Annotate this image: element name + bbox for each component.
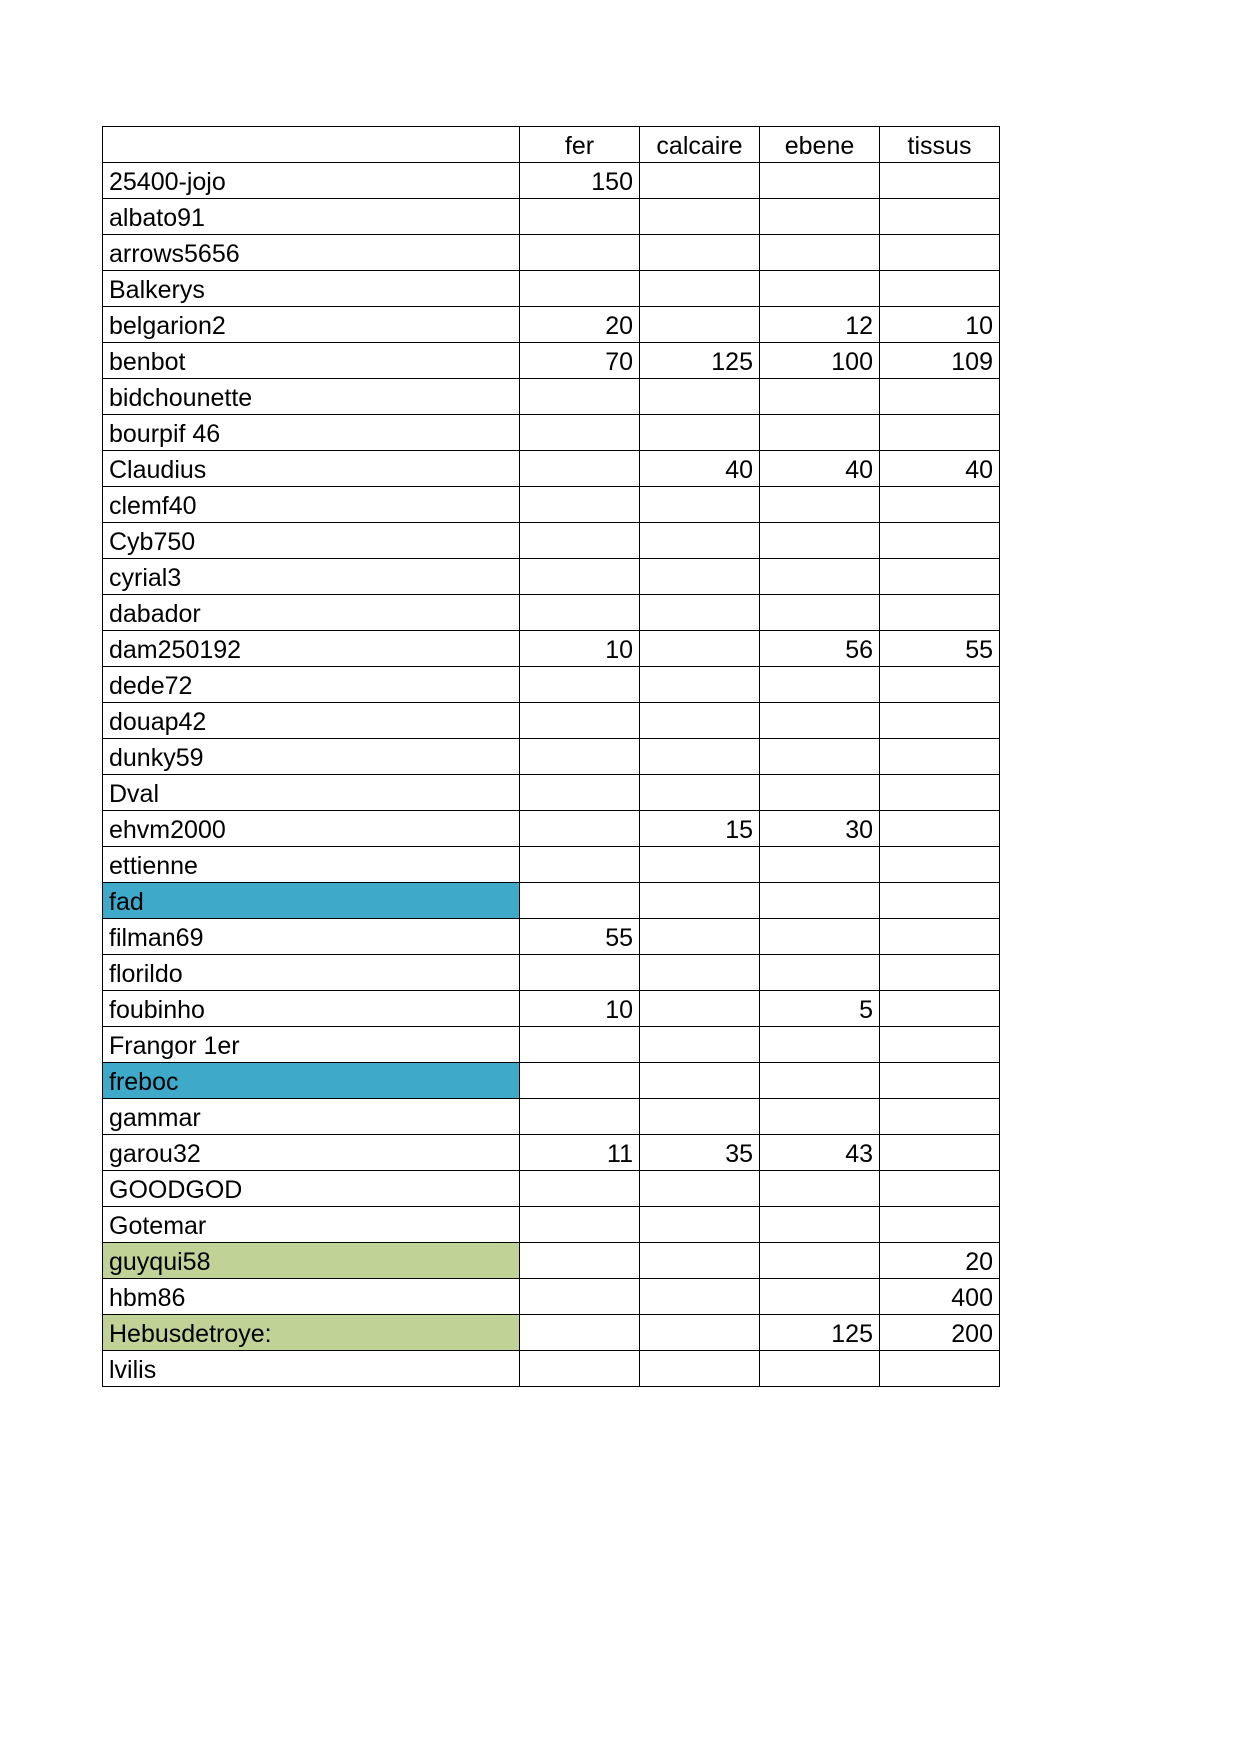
cell-fer[interactable] [520, 235, 640, 271]
cell-member-name[interactable]: Hebusdetroye: [103, 1315, 520, 1351]
cell-calcaire[interactable] [640, 1243, 760, 1279]
cell-tissus[interactable] [880, 739, 1000, 775]
table-row [103, 1207, 1000, 1243]
cell-member-name[interactable]: garou32 [103, 1135, 520, 1171]
table-row [103, 847, 1000, 883]
cell-tissus[interactable] [880, 1063, 1000, 1099]
cell-fer[interactable]: 150 [520, 163, 640, 199]
table-row [103, 919, 1000, 955]
table-row [103, 487, 1000, 523]
cell-tissus[interactable] [880, 235, 1000, 271]
cell-member-name[interactable]: Gotemar [103, 1207, 520, 1243]
cell-ebene[interactable] [760, 775, 880, 811]
cell-ebene[interactable]: 40 [760, 451, 880, 487]
cell-calcaire[interactable] [640, 991, 760, 1027]
column-header-name [103, 127, 520, 163]
cell-fer[interactable]: 10 [520, 631, 640, 667]
cell-ebene[interactable]: 56 [760, 631, 880, 667]
cell-calcaire[interactable] [640, 1279, 760, 1315]
table-row [103, 703, 1000, 739]
cell-member-name[interactable]: guyqui58 [103, 1243, 520, 1279]
cell-fer[interactable] [520, 811, 640, 847]
cell-calcaire[interactable] [640, 1099, 760, 1135]
cell-tissus[interactable] [880, 379, 1000, 415]
table-header [103, 127, 1000, 163]
cell-ebene[interactable] [760, 163, 880, 199]
cell-fer[interactable] [520, 379, 640, 415]
cell-fer[interactable] [520, 847, 640, 883]
cell-calcaire[interactable] [640, 307, 760, 343]
resources-table [102, 126, 1000, 1387]
cell-tissus[interactable]: 10 [880, 307, 1000, 343]
cell-tissus[interactable] [880, 595, 1000, 631]
cell-tissus[interactable] [880, 955, 1000, 991]
cell-ebene[interactable] [760, 559, 880, 595]
table-row [103, 631, 1000, 667]
cell-calcaire[interactable] [640, 703, 760, 739]
cell-tissus[interactable]: 40 [880, 451, 1000, 487]
cell-tissus[interactable] [880, 1351, 1000, 1387]
cell-member-name[interactable]: clemf40 [103, 487, 520, 523]
cell-tissus[interactable] [880, 1135, 1000, 1171]
cell-calcaire[interactable]: 15 [640, 811, 760, 847]
cell-fer[interactable]: 20 [520, 307, 640, 343]
cell-member-name[interactable]: bourpif 46 [103, 415, 520, 451]
cell-member-name[interactable]: belgarion2 [103, 307, 520, 343]
cell-tissus[interactable] [880, 163, 1000, 199]
cell-ebene[interactable] [760, 271, 880, 307]
cell-member-name[interactable]: 25400-jojo [103, 163, 520, 199]
cell-fer[interactable] [520, 775, 640, 811]
cell-member-name[interactable]: ehvm2000 [103, 811, 520, 847]
table-row [103, 1315, 1000, 1351]
cell-ebene[interactable] [760, 1063, 880, 1099]
cell-fer[interactable] [520, 1315, 640, 1351]
table-row [103, 991, 1000, 1027]
cell-tissus[interactable]: 109 [880, 343, 1000, 379]
cell-ebene[interactable] [760, 739, 880, 775]
cell-fer[interactable] [520, 199, 640, 235]
table-row [103, 307, 1000, 343]
cell-ebene[interactable]: 125 [760, 1315, 880, 1351]
cell-fer[interactable] [520, 415, 640, 451]
cell-fer[interactable] [520, 739, 640, 775]
cell-member-name[interactable]: ettienne [103, 847, 520, 883]
cell-fer[interactable]: 11 [520, 1135, 640, 1171]
cell-ebene[interactable] [760, 955, 880, 991]
cell-member-name[interactable]: dede72 [103, 667, 520, 703]
cell-ebene[interactable] [760, 199, 880, 235]
cell-tissus[interactable]: 400 [880, 1279, 1000, 1315]
cell-ebene[interactable] [760, 1351, 880, 1387]
cell-ebene[interactable] [760, 667, 880, 703]
cell-tissus[interactable]: 20 [880, 1243, 1000, 1279]
table-row [103, 415, 1000, 451]
cell-calcaire[interactable] [640, 487, 760, 523]
table-row [103, 343, 1000, 379]
table-row [103, 163, 1000, 199]
cell-tissus[interactable] [880, 487, 1000, 523]
cell-calcaire[interactable] [640, 739, 760, 775]
cell-ebene[interactable] [760, 595, 880, 631]
cell-ebene[interactable] [760, 1207, 880, 1243]
column-header-tissus: tissus [880, 127, 1000, 163]
table-row [103, 667, 1000, 703]
cell-fer[interactable] [520, 523, 640, 559]
cell-fer[interactable] [520, 1243, 640, 1279]
table-row [103, 1243, 1000, 1279]
cell-member-name[interactable]: arrows5656 [103, 235, 520, 271]
cell-fer[interactable] [520, 1063, 640, 1099]
cell-calcaire[interactable] [640, 235, 760, 271]
cell-member-name[interactable]: lvilis [103, 1351, 520, 1387]
cell-member-name[interactable]: florildo [103, 955, 520, 991]
cell-calcaire[interactable] [640, 559, 760, 595]
cell-fer[interactable] [520, 1279, 640, 1315]
table-row [103, 595, 1000, 631]
column-header-fer: fer [520, 127, 640, 163]
cell-member-name[interactable]: gammar [103, 1099, 520, 1135]
column-header-ebene: ebene [760, 127, 880, 163]
cell-member-name[interactable]: Frangor 1er [103, 1027, 520, 1063]
table-body [103, 163, 1000, 1387]
cell-ebene[interactable]: 30 [760, 811, 880, 847]
cell-calcaire[interactable] [640, 955, 760, 991]
cell-ebene[interactable] [760, 703, 880, 739]
cell-tissus[interactable] [880, 775, 1000, 811]
cell-calcaire[interactable] [640, 271, 760, 307]
table-row [103, 775, 1000, 811]
cell-fer[interactable] [520, 451, 640, 487]
cell-member-name[interactable]: benbot [103, 343, 520, 379]
cell-fer[interactable] [520, 667, 640, 703]
cell-fer[interactable]: 70 [520, 343, 640, 379]
table-row [103, 1027, 1000, 1063]
cell-calcaire[interactable]: 125 [640, 343, 760, 379]
cell-member-name[interactable]: dabador [103, 595, 520, 631]
cell-calcaire[interactable] [640, 1207, 760, 1243]
cell-member-name[interactable]: hbm86 [103, 1279, 520, 1315]
cell-tissus[interactable] [880, 1027, 1000, 1063]
cell-tissus[interactable] [880, 523, 1000, 559]
table-row [103, 883, 1000, 919]
cell-fer[interactable] [520, 559, 640, 595]
cell-member-name[interactable]: douap42 [103, 703, 520, 739]
column-header-calcaire: calcaire [640, 127, 760, 163]
cell-tissus[interactable]: 55 [880, 631, 1000, 667]
cell-calcaire[interactable] [640, 919, 760, 955]
cell-member-name[interactable]: filman69 [103, 919, 520, 955]
cell-calcaire[interactable]: 35 [640, 1135, 760, 1171]
cell-member-name[interactable]: fad [103, 883, 520, 919]
cell-member-name[interactable]: freboc [103, 1063, 520, 1099]
cell-calcaire[interactable] [640, 379, 760, 415]
cell-member-name[interactable]: dunky59 [103, 739, 520, 775]
cell-member-name[interactable]: Dval [103, 775, 520, 811]
cell-tissus[interactable]: 200 [880, 1315, 1000, 1351]
cell-calcaire[interactable] [640, 415, 760, 451]
cell-calcaire[interactable] [640, 1027, 760, 1063]
cell-ebene[interactable] [760, 1099, 880, 1135]
cell-calcaire[interactable] [640, 1171, 760, 1207]
cell-calcaire[interactable] [640, 1351, 760, 1387]
cell-fer[interactable] [520, 1099, 640, 1135]
header-row [103, 127, 1000, 163]
table-row [103, 955, 1000, 991]
cell-ebene[interactable] [760, 883, 880, 919]
cell-ebene[interactable] [760, 523, 880, 559]
cell-fer[interactable] [520, 595, 640, 631]
cell-tissus[interactable] [880, 1099, 1000, 1135]
table-row [103, 379, 1000, 415]
cell-ebene[interactable] [760, 1027, 880, 1063]
table-row [103, 1099, 1000, 1135]
table-row [103, 1351, 1000, 1387]
cell-tissus[interactable] [880, 199, 1000, 235]
cell-ebene[interactable] [760, 919, 880, 955]
table-row [103, 1135, 1000, 1171]
cell-tissus[interactable] [880, 703, 1000, 739]
cell-member-name[interactable]: Balkerys [103, 271, 520, 307]
cell-fer[interactable] [520, 1207, 640, 1243]
cell-member-name[interactable]: Claudius [103, 451, 520, 487]
table-row [103, 1171, 1000, 1207]
cell-ebene[interactable]: 5 [760, 991, 880, 1027]
table-row [103, 1063, 1000, 1099]
cell-tissus[interactable] [880, 271, 1000, 307]
cell-calcaire[interactable] [640, 847, 760, 883]
cell-calcaire[interactable] [640, 631, 760, 667]
cell-tissus[interactable] [880, 811, 1000, 847]
cell-fer[interactable]: 10 [520, 991, 640, 1027]
cell-tissus[interactable] [880, 991, 1000, 1027]
cell-ebene[interactable]: 43 [760, 1135, 880, 1171]
cell-calcaire[interactable] [640, 199, 760, 235]
cell-calcaire[interactable] [640, 163, 760, 199]
cell-calcaire[interactable] [640, 775, 760, 811]
cell-tissus[interactable] [880, 1171, 1000, 1207]
cell-member-name[interactable]: GOODGOD [103, 1171, 520, 1207]
cell-ebene[interactable] [760, 847, 880, 883]
table-row [103, 271, 1000, 307]
table-row [103, 199, 1000, 235]
cell-fer[interactable] [520, 883, 640, 919]
cell-ebene[interactable]: 100 [760, 343, 880, 379]
cell-calcaire[interactable] [640, 595, 760, 631]
table-row [103, 451, 1000, 487]
cell-calcaire[interactable] [640, 523, 760, 559]
cell-fer[interactable] [520, 1027, 640, 1063]
cell-tissus[interactable] [880, 847, 1000, 883]
cell-fer[interactable]: 55 [520, 919, 640, 955]
cell-calcaire[interactable]: 40 [640, 451, 760, 487]
table-row [103, 559, 1000, 595]
table-row [103, 1279, 1000, 1315]
cell-fer[interactable] [520, 703, 640, 739]
cell-tissus[interactable] [880, 883, 1000, 919]
cell-ebene[interactable] [760, 379, 880, 415]
cell-member-name[interactable]: cyrial3 [103, 559, 520, 595]
table-row [103, 739, 1000, 775]
table-row [103, 523, 1000, 559]
cell-ebene[interactable] [760, 1279, 880, 1315]
cell-calcaire[interactable] [640, 883, 760, 919]
table-row [103, 235, 1000, 271]
cell-fer[interactable] [520, 1171, 640, 1207]
cell-tissus[interactable] [880, 415, 1000, 451]
cell-ebene[interactable] [760, 487, 880, 523]
cell-fer[interactable] [520, 271, 640, 307]
cell-member-name[interactable]: albato91 [103, 199, 520, 235]
cell-ebene[interactable] [760, 235, 880, 271]
cell-member-name[interactable]: bidchounette [103, 379, 520, 415]
cell-ebene[interactable] [760, 1243, 880, 1279]
cell-fer[interactable] [520, 1351, 640, 1387]
cell-calcaire[interactable] [640, 667, 760, 703]
cell-ebene[interactable] [760, 415, 880, 451]
cell-tissus[interactable] [880, 919, 1000, 955]
cell-fer[interactable] [520, 487, 640, 523]
cell-member-name[interactable]: foubinho [103, 991, 520, 1027]
cell-tissus[interactable] [880, 1207, 1000, 1243]
cell-calcaire[interactable] [640, 1063, 760, 1099]
cell-member-name[interactable]: Cyb750 [103, 523, 520, 559]
cell-ebene[interactable]: 12 [760, 307, 880, 343]
spreadsheet-container [102, 126, 999, 1387]
cell-tissus[interactable] [880, 559, 1000, 595]
cell-member-name[interactable]: dam250192 [103, 631, 520, 667]
cell-calcaire[interactable] [640, 1315, 760, 1351]
cell-fer[interactable] [520, 955, 640, 991]
cell-ebene[interactable] [760, 1171, 880, 1207]
table-row [103, 811, 1000, 847]
cell-tissus[interactable] [880, 667, 1000, 703]
